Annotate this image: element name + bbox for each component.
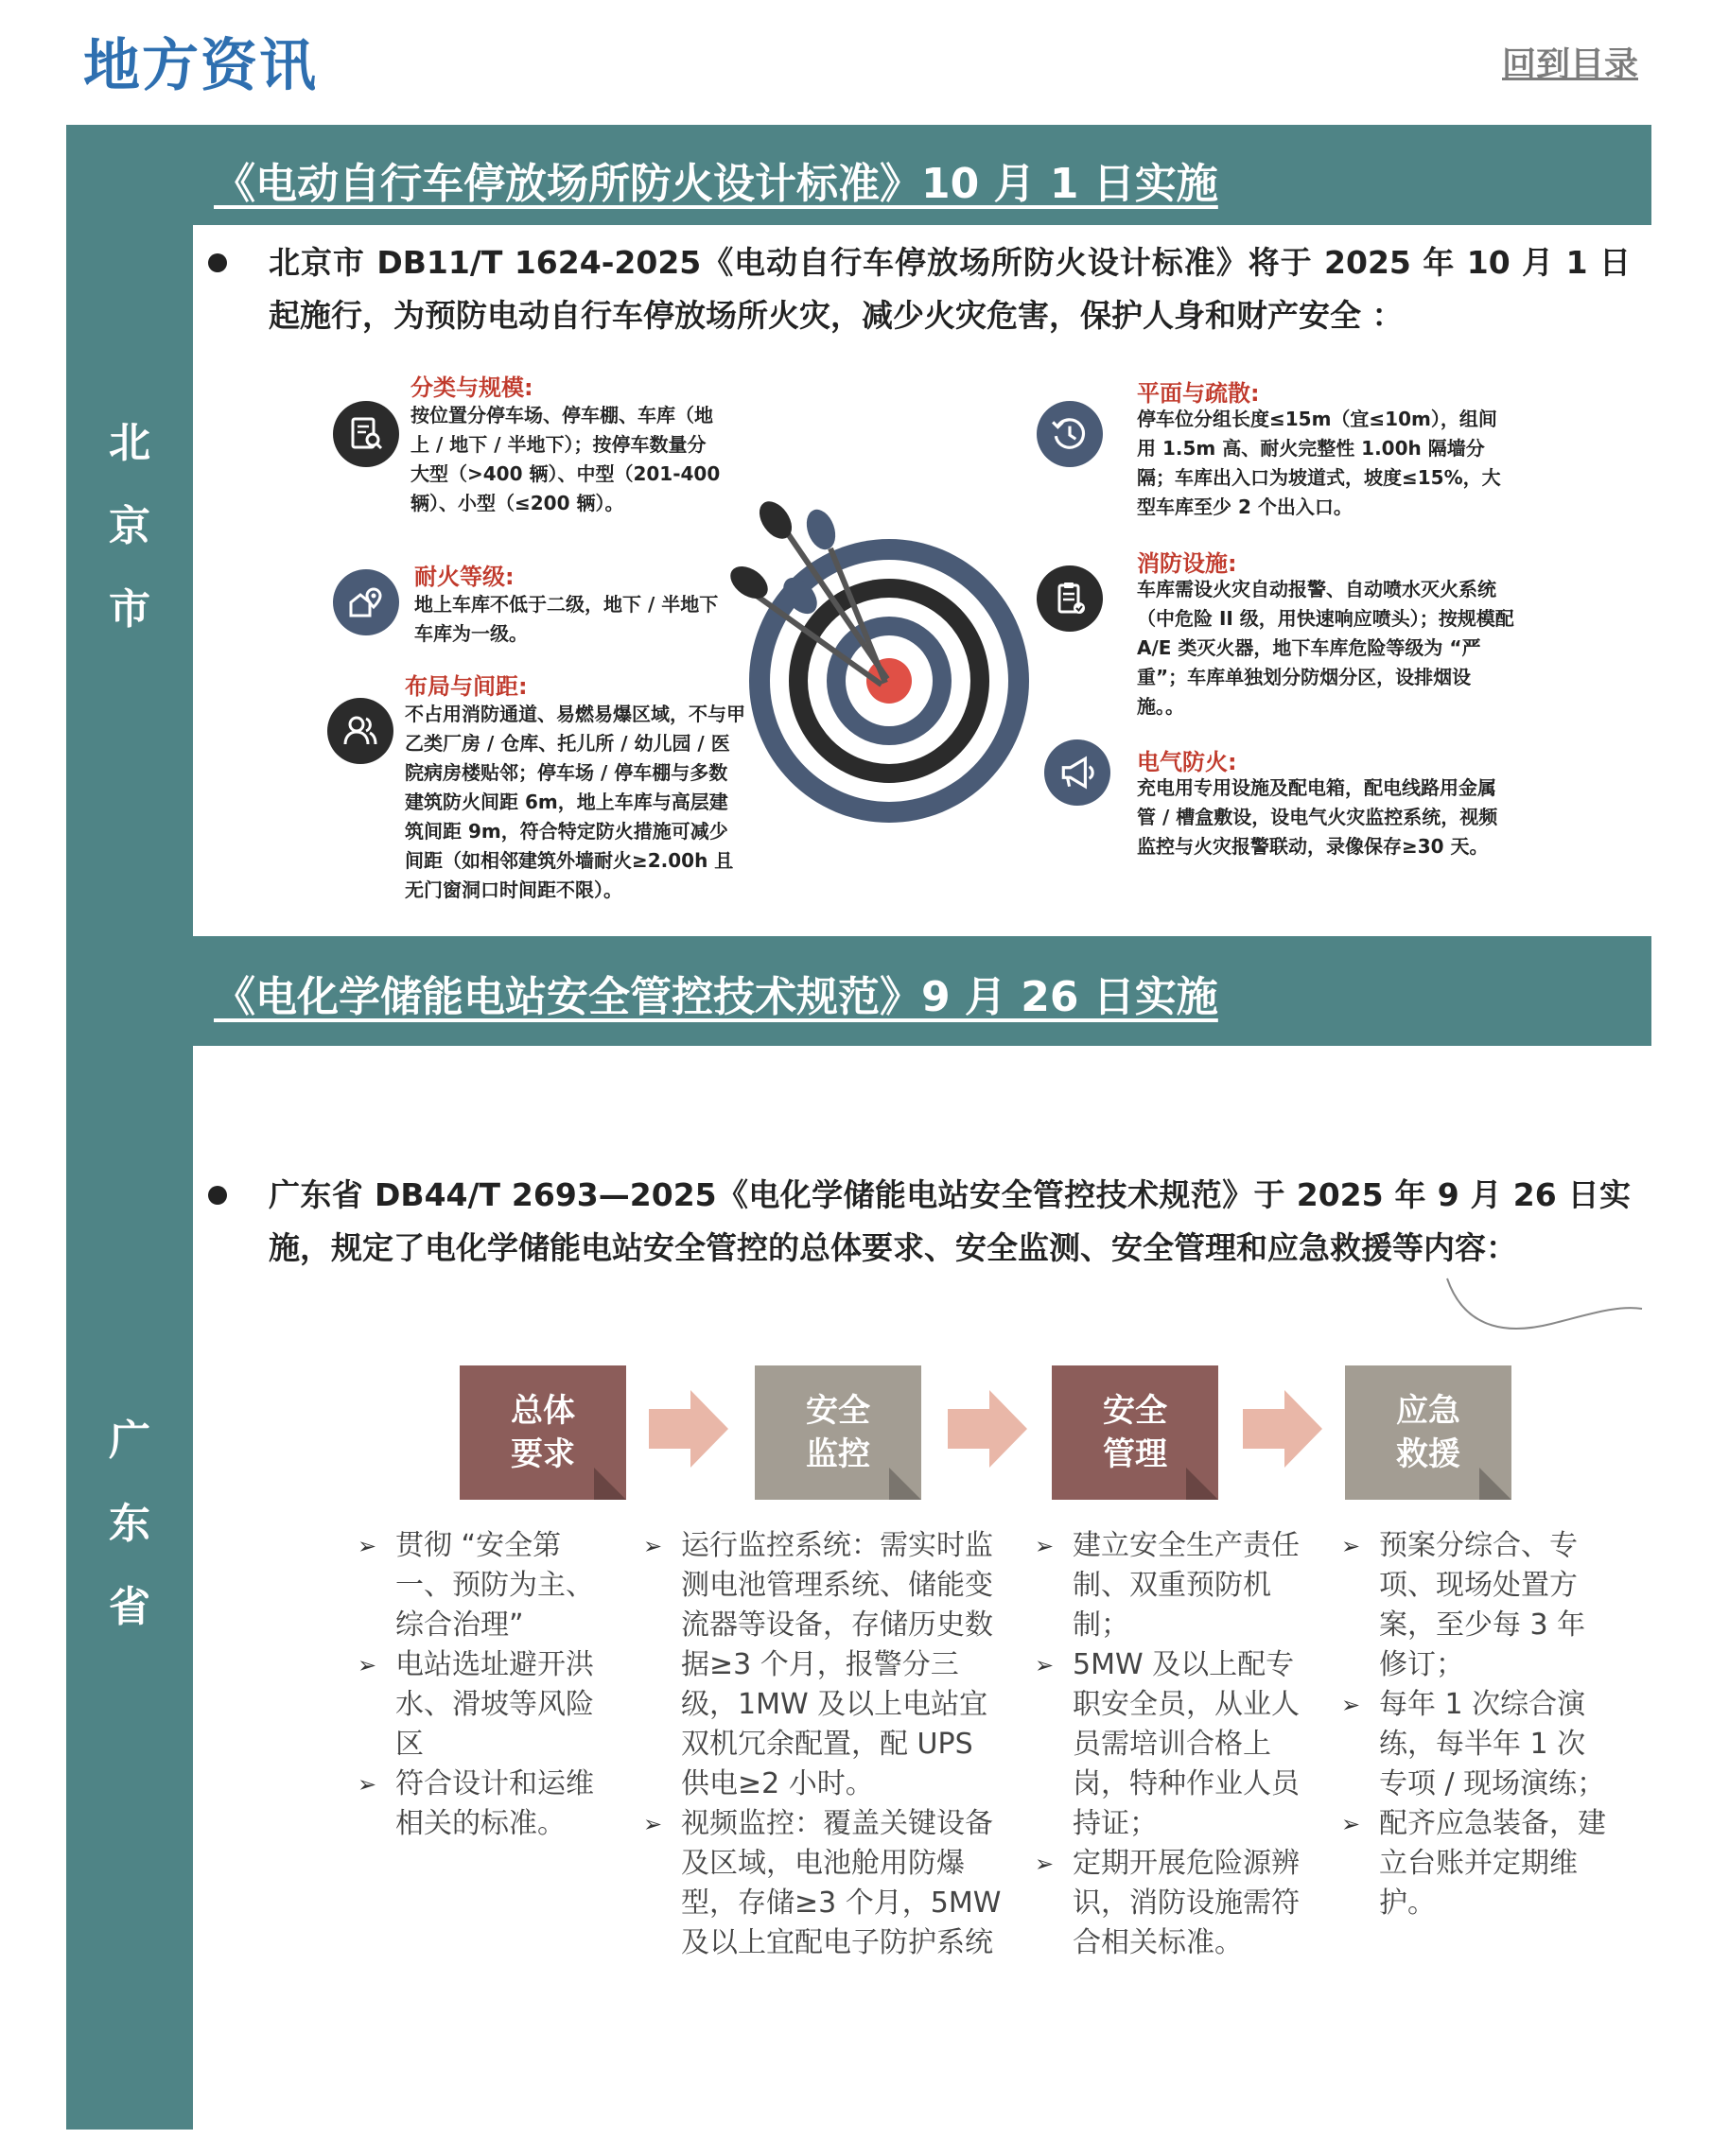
step-label: 管理	[1103, 1435, 1167, 1473]
step-list-management	[1035, 1526, 1319, 1963]
item-body: 停车位分组长度≤15m（宜≤10m），组间用 1.5m 高、耐火完整性 1.00h 隔墙分隔；车库出入口为坡道式，坡度≤15%，大型车库至少 2 个出入口。	[1137, 408, 1501, 518]
region-char: 京	[109, 502, 150, 550]
region-char: 市	[109, 585, 150, 634]
step-box-general	[460, 1365, 626, 1500]
step-list-general	[358, 1526, 613, 1844]
target-icon	[719, 492, 1050, 832]
users-icon	[327, 698, 393, 764]
fold-corner	[889, 1468, 921, 1500]
step-list-emergency	[1341, 1526, 1606, 1923]
arrow-right-icon	[948, 1386, 1029, 1471]
fold-corner	[1479, 1468, 1511, 1500]
item-heading: 布局与间距:	[405, 673, 528, 700]
region-label-guangdong	[66, 1400, 193, 1649]
location-house-icon	[333, 569, 399, 635]
page-title: 地方资讯	[83, 33, 318, 99]
item-body: 充电用专用设施及配电箱，配电线路用金属管 / 槽盒敷设，设电气火灾监控系统，视频监控与火灾报警联动，录像保存≥30 天。	[1137, 776, 1498, 858]
item-body: 车库需设火灾自动报警、自动喷水灭火系统（中危险 II 级，用快速响应喷头）；按规模配 A/E 类灭火器，地下车库危险等级为 “严重”；车库单独划分防烟分区，设排烟设施。。	[1137, 578, 1514, 718]
history-icon	[1037, 401, 1103, 467]
item-heading: 耐火等级:	[414, 564, 515, 590]
arrow-right-icon	[1243, 1386, 1324, 1471]
megaphone-icon	[1044, 739, 1110, 806]
step-label: 安全	[806, 1392, 870, 1430]
list-item: ➢ 贯彻 “安全第一、预防为主、综合治理”	[358, 1526, 613, 1645]
region-char: 广	[109, 1417, 150, 1465]
item-heading: 消防设施:	[1137, 550, 1237, 577]
guangdong-banner	[193, 936, 1651, 1046]
step-label: 安全	[1103, 1392, 1167, 1430]
list-item: ➢ 运行监控系统：需实时监测电池管理系统、储能变流器等设备，存储历史数据≥3 个月，报警分三级，1MW 及以上电站宜双机冗余配置，配 UPS 供电≥2 小时。	[643, 1526, 1003, 1804]
region-label-beijing	[66, 402, 193, 652]
step-label: 应急	[1396, 1392, 1460, 1430]
step-label: 监控	[806, 1435, 870, 1473]
fold-corner	[1186, 1468, 1218, 1500]
guangdong-intro: 广东省 DB44/T 2693—2025《电化学储能电站安全管控技术规范》于 2025 年 9 月 26 日实施，规定了电化学储能电站安全管控的总体要求、安全监测、安全管理和应急救援等内容：	[269, 1176, 1631, 1266]
bullet-dot	[208, 253, 227, 272]
list-item: ➢ 定期开展危险源辨识，消防设施需符合相关标准。	[1035, 1844, 1319, 1963]
bullet-dot	[208, 1186, 227, 1205]
list-item: ➢ 符合设计和运维相关的标准。	[358, 1765, 613, 1844]
item-body: 不占用消防通道、易燃易爆区域，不与甲乙类厂房 / 仓库、托儿所 / 幼儿园 / 医院病房楼贴邻；停车场 / 停车棚与多数建筑防火间距 6m，地上车库与高层建筑间距 9m，符合特定防火措施可减少间距（如相邻建筑外墙耐火≥2.00h 且无门窗洞口时间距不限）。	[405, 703, 745, 901]
decorative-curve	[1438, 1277, 1646, 1352]
checklist-icon	[1037, 565, 1103, 632]
step-label: 要求	[511, 1435, 575, 1473]
list-item: ➢ 预案分综合、专项、现场处置方案，至少每 3 年修订；	[1341, 1526, 1606, 1685]
item-heading: 平面与疏散:	[1137, 380, 1260, 407]
guangdong-banner-title[interactable]: 《电化学储能电站安全管控技术规范》9 月 26 日实施	[214, 973, 1218, 1021]
arrow-right-icon	[649, 1386, 730, 1471]
beijing-intro: 北京市 DB11/T 1624-2025《电动自行车停放场所防火设计标准》将于 2025 年 10 月 1 日起施行，为预防电动自行车停放场所火灾，减少火灾危害，保护人身和财产安全 ：	[269, 244, 1631, 334]
item-heading: 电气防火:	[1137, 749, 1237, 775]
beijing-banner	[193, 125, 1651, 225]
back-to-contents-link[interactable]: 回到目录	[1501, 45, 1638, 84]
item-body: 地上车库不低于二级，地下 / 半地下车库为一级。	[414, 593, 719, 645]
step-box-monitoring	[755, 1365, 921, 1500]
beijing-banner-title[interactable]: 《电动自行车停放场所防火设计标准》10 月 1 日实施	[214, 160, 1218, 208]
item-body: 按位置分停车场、停车棚、车库（地上 / 地下 / 半地下）；按停车数量分大型（>400 辆）、中型（201-400 辆）、小型（≤200 辆）。	[410, 404, 721, 514]
region-char: 北	[109, 419, 150, 467]
fold-corner	[594, 1468, 626, 1500]
region-char: 省	[109, 1583, 150, 1631]
list-item: ➢ 视频监控：覆盖关键设备及区域，电池舱用防爆型，存储≥3 个月，5MW 及以上宜配电子防护系统	[643, 1804, 1003, 1963]
step-label: 总体	[511, 1392, 575, 1430]
item-heading: 分类与规模:	[410, 374, 533, 401]
list-item: ➢ 5MW 及以上配专职安全员，从业人员需培训合格上岗，特种作业人员持证；	[1035, 1645, 1319, 1844]
search-document-icon	[333, 401, 399, 467]
list-item: ➢ 电站选址避开洪水、滑坡等风险区	[358, 1645, 613, 1765]
step-box-management	[1052, 1365, 1218, 1500]
list-item: ➢ 建立安全生产责任制、双重预防机制；	[1035, 1526, 1319, 1645]
step-label: 救援	[1396, 1435, 1460, 1473]
step-list-monitoring	[643, 1526, 1003, 1963]
region-char: 东	[109, 1500, 150, 1548]
step-box-emergency	[1345, 1365, 1511, 1500]
list-item: ➢ 每年 1 次综合演练，每半年 1 次专项 / 现场演练；	[1341, 1685, 1606, 1804]
list-item: ➢ 配齐应急装备，建立台账并定期维护。	[1341, 1804, 1606, 1923]
